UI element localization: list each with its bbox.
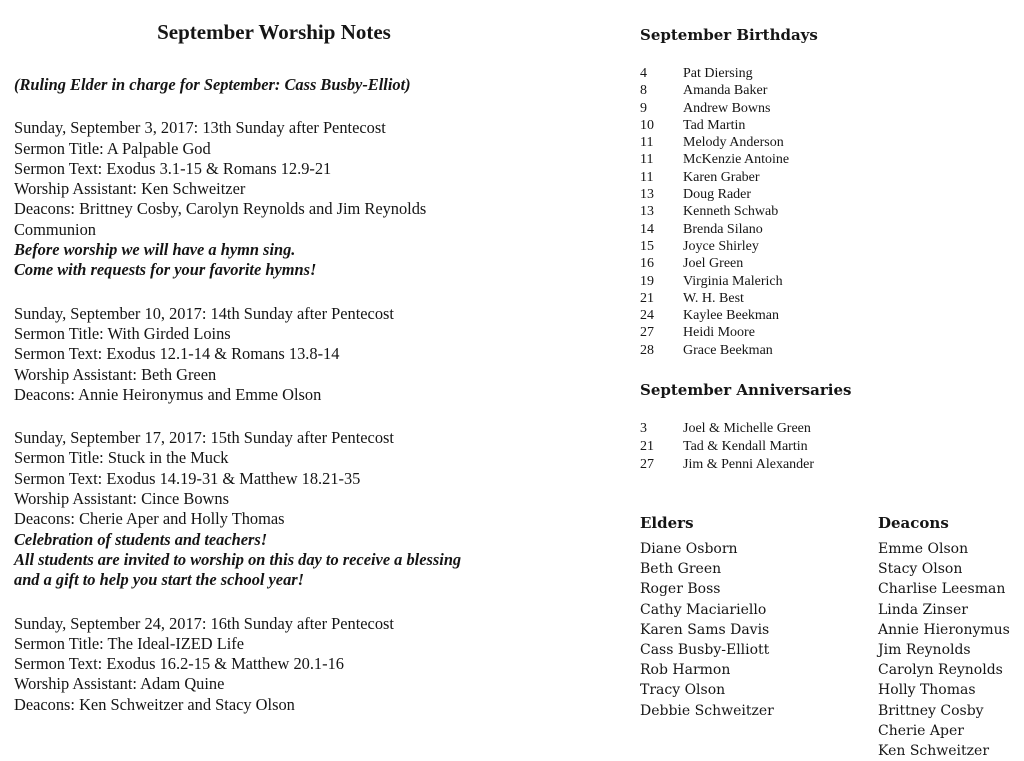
birthday-day: 11	[640, 135, 654, 151]
birthday-name: Amanda Baker	[683, 83, 768, 99]
birthday-day: 15	[640, 238, 654, 254]
birthday-day: 19	[640, 273, 654, 289]
birthday-name: W. H. Best	[683, 290, 744, 306]
birthday-name: Virginia Malerich	[683, 273, 783, 289]
anniversary-name: Joel & Michelle Green	[683, 421, 811, 437]
service-note-line: Celebration of students and teachers!	[14, 529, 268, 549]
service-line: Sermon Text: Exodus 16.2-15 & Matthew 20.1-16	[14, 654, 344, 674]
birthday-name: Joel Green	[683, 256, 744, 272]
deacon-name: Jim Reynolds	[878, 642, 971, 659]
service-line: Sermon Title: The Ideal-IZED Life	[14, 633, 245, 653]
service-line: Deacons: Ken Schweitzer and Stacy Olson	[14, 694, 295, 714]
birthday-row	[640, 324, 1024, 341]
worship-notes-section	[14, 20, 534, 715]
birthday-day: 11	[640, 152, 654, 168]
birthday-row	[640, 342, 1024, 359]
birthday-day: 14	[640, 221, 654, 237]
birthday-name: Grace Beekman	[683, 342, 773, 358]
birthday-day: 21	[640, 290, 654, 306]
service-note-line: and a gift to help you start the school year!	[14, 570, 305, 590]
service-line: Worship Assistant: Cince Bowns	[14, 489, 229, 509]
service-lines	[14, 614, 534, 715]
deacons-column	[878, 514, 1024, 761]
birthday-row	[640, 290, 1024, 307]
elder-name: Rob Harmon	[640, 662, 731, 679]
birthday-row	[640, 186, 1024, 203]
birthday-row	[640, 238, 1024, 255]
deacons-title: Deacons	[878, 514, 949, 533]
service-line: Sermon Title: A Palpable God	[14, 138, 211, 158]
birthday-day: 10	[640, 117, 654, 133]
service-line: Sunday, September 10, 2017: 14th Sunday after Pentecost	[14, 303, 394, 323]
birthday-name: Heidi Moore	[683, 325, 755, 341]
ruling-elder-note: (Ruling Elder in charge for September: Cass Busby-Elliot)	[14, 75, 411, 94]
birthday-row	[640, 255, 1024, 272]
service-block-september-10	[14, 304, 534, 405]
deacon-name: Linda Zinser	[878, 601, 968, 618]
birthday-row	[640, 117, 1024, 134]
birthday-day: 13	[640, 204, 654, 220]
birthday-name: McKenzie Antoine	[683, 152, 790, 168]
service-block-september-24	[14, 614, 534, 715]
anniversaries-list	[640, 420, 1024, 474]
birthday-name: Kenneth Schwab	[683, 204, 779, 220]
service-notes	[14, 240, 534, 281]
birthday-row	[640, 134, 1024, 151]
birthday-day: 27	[640, 325, 654, 341]
deacon-name: Brittney Cosby	[878, 702, 984, 719]
anniversary-name: Jim & Penni Alexander	[683, 457, 815, 473]
officers-section	[640, 514, 1024, 761]
service-line: Sermon Title: Stuck in the Muck	[14, 448, 229, 468]
birthday-row	[640, 100, 1024, 117]
birthday-row	[640, 169, 1024, 186]
deacon-name: Cherie Aper	[878, 722, 964, 739]
service-note-line: Come with requests for your favorite hymns!	[14, 260, 317, 280]
elder-name: Karen Sams Davis	[640, 621, 770, 638]
birthday-name: Andrew Bowns	[683, 100, 771, 116]
service-notes	[14, 530, 534, 591]
anniversary-day: 21	[640, 439, 654, 455]
deacon-name: Annie Hieronymus	[878, 621, 1010, 638]
birthday-name: Kaylee Beekman	[683, 308, 780, 324]
service-line: Worship Assistant: Ken Schweitzer	[14, 179, 246, 199]
service-block-september-3	[14, 118, 534, 280]
birthday-row	[640, 221, 1024, 238]
birthday-day: 28	[640, 342, 654, 358]
birthday-name: Doug Rader	[683, 187, 752, 203]
birthday-row	[640, 65, 1024, 82]
right-column	[640, 26, 1024, 761]
birthday-row	[640, 273, 1024, 290]
birthdays-title: September Birthdays	[640, 26, 818, 44]
birthday-day: 8	[640, 83, 647, 99]
service-line: Sermon Title: With Girded Loins	[14, 323, 231, 343]
service-line: Sunday, September 3, 2017: 13th Sunday after Pentecost	[14, 118, 386, 138]
birthday-row	[640, 307, 1024, 324]
service-line: Worship Assistant: Beth Green	[14, 364, 217, 384]
service-line: Worship Assistant: Adam Quine	[14, 674, 225, 694]
service-block-september-17	[14, 428, 534, 590]
service-line: Sunday, September 17, 2017: 15th Sunday after Pentecost	[14, 428, 394, 448]
anniversary-name: Tad & Kendall Martin	[683, 439, 808, 455]
birthday-day: 11	[640, 169, 654, 185]
deacon-name: Ken Schweitzer	[878, 743, 990, 760]
birthday-row	[640, 203, 1024, 220]
birthday-day: 4	[640, 66, 647, 81]
birthdays-list	[640, 65, 1024, 359]
service-line: Sermon Text: Exodus 3.1-15 & Romans 12.9-21	[14, 158, 332, 178]
service-line: Deacons: Cherie Aper and Holly Thomas	[14, 509, 285, 529]
service-line: Sermon Text: Exodus 14.19-31 & Matthew 18.21-35	[14, 468, 361, 488]
elder-name: Diane Osborn	[640, 541, 738, 558]
elder-name: Debbie Schweitzer	[640, 702, 774, 719]
birthday-day: 9	[640, 100, 647, 116]
anniversary-day: 3	[640, 421, 647, 437]
anniversaries-title: September Anniversaries	[640, 381, 852, 400]
anniversary-day: 27	[640, 457, 654, 473]
elders-column	[640, 514, 878, 761]
page-title: September Worship Notes	[157, 20, 391, 44]
birthday-day: 16	[640, 256, 654, 272]
birthday-row	[640, 82, 1024, 99]
birthday-day: 13	[640, 187, 654, 203]
birthday-name: Melody Anderson	[683, 135, 784, 151]
service-lines	[14, 428, 534, 529]
anniversary-row	[640, 456, 1024, 474]
elder-name: Cathy Maciariello	[640, 601, 767, 618]
birthday-name: Karen Graber	[683, 169, 760, 185]
service-line: Sermon Text: Exodus 12.1-14 & Romans 13.8-14	[14, 344, 340, 364]
service-line: Deacons: Brittney Cosby, Carolyn Reynolds and Jim Reynolds	[14, 199, 427, 219]
deacon-name: Emme Olson	[878, 541, 969, 558]
service-line: Sunday, September 24, 2017: 16th Sunday after Pentecost	[14, 613, 394, 633]
anniversary-row	[640, 420, 1024, 438]
service-lines	[14, 118, 534, 240]
service-note-line: Before worship we will have a hymn sing.	[14, 240, 296, 260]
birthday-name: Pat Diersing	[683, 66, 753, 81]
birthday-name: Joyce Shirley	[683, 238, 759, 254]
birthday-day: 24	[640, 308, 654, 324]
elders-title: Elders	[640, 514, 694, 533]
deacon-name: Stacy Olson	[878, 561, 963, 578]
birthday-name: Brenda Silano	[683, 221, 763, 237]
deacon-name: Charlise Leesman	[878, 581, 1006, 598]
anniversary-row	[640, 438, 1024, 456]
deacon-name: Carolyn Reynolds	[878, 662, 1003, 679]
deacons-list	[878, 539, 1024, 761]
elder-name: Cass Busby-Elliott	[640, 642, 770, 659]
service-lines	[14, 304, 534, 405]
elders-list	[640, 539, 878, 721]
service-line: Deacons: Annie Heironymus and Emme Olson	[14, 384, 322, 404]
service-line: Communion	[14, 219, 96, 239]
birthday-name: Tad Martin	[683, 117, 746, 133]
elder-name: Tracy Olson	[640, 682, 726, 699]
elder-name: Roger Boss	[640, 581, 721, 598]
elder-name: Beth Green	[640, 561, 722, 578]
deacon-name: Holly Thomas	[878, 682, 976, 699]
birthday-row	[640, 151, 1024, 168]
service-note-line: All students are invited to worship on this day to receive a blessing	[14, 549, 462, 569]
